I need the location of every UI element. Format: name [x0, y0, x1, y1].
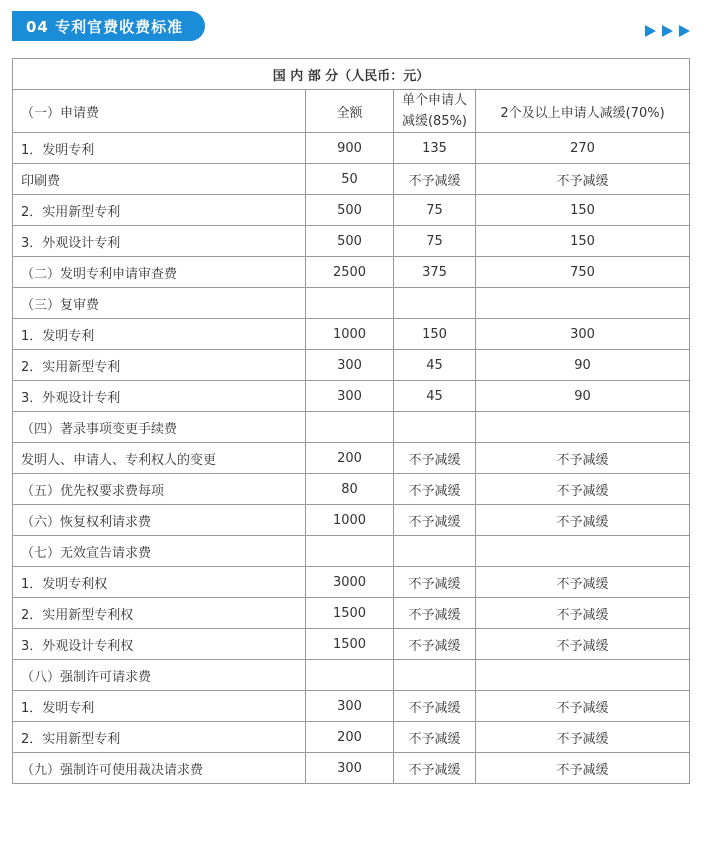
table-row	[13, 257, 690, 288]
multi-reduction-cell: 不予减缓	[476, 443, 690, 474]
full-amount-cell: 900	[306, 133, 394, 164]
table-title-row	[13, 59, 690, 90]
table-row	[13, 443, 690, 474]
full-amount-cell	[306, 412, 394, 443]
table-row	[13, 536, 690, 567]
multi-reduction-cell: 90	[476, 381, 690, 412]
multi-reduction-cell: 150	[476, 226, 690, 257]
full-amount-cell: 300	[306, 381, 394, 412]
full-amount-cell: 2500	[306, 257, 394, 288]
full-amount-cell: 50	[306, 164, 394, 195]
fee-item-cell: 2．实用新型专利	[13, 350, 306, 381]
single-reduction-cell: 45	[394, 350, 476, 381]
fee-item-cell: 3．外观设计专利权	[13, 629, 306, 660]
fee-item-cell: （三）复审费	[13, 288, 306, 319]
fee-item-cell: 1．发明专利	[13, 691, 306, 722]
fee-item-cell: （四）著录事项变更手续费	[13, 412, 306, 443]
table-title: 国 内 部 分（人民币：元）	[13, 59, 690, 90]
full-amount-cell: 3000	[306, 567, 394, 598]
arrow-right-icon	[679, 25, 690, 37]
table-row	[13, 567, 690, 598]
full-amount-cell	[306, 660, 394, 691]
fee-item-cell: （二）发明专利申请审查费	[13, 257, 306, 288]
arrow-right-icon	[662, 25, 673, 37]
table-row	[13, 660, 690, 691]
multi-reduction-cell: 不予减缓	[476, 722, 690, 753]
single-reduction-cell: 不予减缓	[394, 629, 476, 660]
table-row	[13, 629, 690, 660]
multi-reduction-cell: 不予减缓	[476, 598, 690, 629]
full-amount-cell	[306, 536, 394, 567]
multi-reduction-cell: 不予减缓	[476, 474, 690, 505]
single-reduction-cell: 75	[394, 195, 476, 226]
single-reduction-cell: 135	[394, 133, 476, 164]
table-row	[13, 412, 690, 443]
multi-reduction-cell: 不予减缓	[476, 691, 690, 722]
fee-table	[12, 58, 690, 784]
single-reduction-cell	[394, 412, 476, 443]
column-header-single: 单个申请人减缓(85%)	[394, 90, 476, 133]
table-row	[13, 505, 690, 536]
multi-reduction-cell: 不予减缓	[476, 567, 690, 598]
table-row	[13, 598, 690, 629]
full-amount-cell: 500	[306, 195, 394, 226]
multi-reduction-cell: 不予减缓	[476, 164, 690, 195]
single-reduction-cell: 375	[394, 257, 476, 288]
fee-item-cell: 1．发明专利	[13, 133, 306, 164]
fee-item-cell: （八）强制许可请求费	[13, 660, 306, 691]
more-arrows	[645, 25, 690, 37]
fee-item-cell: （九）强制许可使用裁决请求费	[13, 753, 306, 784]
multi-reduction-cell: 不予减缓	[476, 505, 690, 536]
column-header-multi: 2个及以上申请人减缓(70%)	[476, 90, 690, 133]
table-row	[13, 319, 690, 350]
multi-reduction-cell: 150	[476, 195, 690, 226]
full-amount-cell: 200	[306, 722, 394, 753]
single-reduction-cell	[394, 660, 476, 691]
fee-item-cell: 发明人、申请人、专利权人的变更	[13, 443, 306, 474]
single-reduction-cell: 不予减缓	[394, 505, 476, 536]
multi-reduction-cell: 90	[476, 350, 690, 381]
table-row	[13, 381, 690, 412]
arrow-right-icon	[645, 25, 656, 37]
fee-item-cell: （六）恢复权利请求费	[13, 505, 306, 536]
section-header	[12, 11, 205, 41]
single-reduction-cell: 不予减缓	[394, 753, 476, 784]
single-reduction-cell: 不予减缓	[394, 443, 476, 474]
single-reduction-cell: 不予减缓	[394, 164, 476, 195]
full-amount-cell: 300	[306, 350, 394, 381]
full-amount-cell: 300	[306, 691, 394, 722]
table-row	[13, 350, 690, 381]
column-header-full: 全额	[306, 90, 394, 133]
full-amount-cell: 1000	[306, 319, 394, 350]
single-reduction-cell	[394, 536, 476, 567]
multi-reduction-cell	[476, 660, 690, 691]
single-reduction-cell: 45	[394, 381, 476, 412]
full-amount-cell: 500	[306, 226, 394, 257]
single-reduction-cell: 不予减缓	[394, 691, 476, 722]
multi-reduction-cell	[476, 412, 690, 443]
fee-item-cell: 1．发明专利	[13, 319, 306, 350]
full-amount-cell: 1500	[306, 629, 394, 660]
single-reduction-cell: 不予减缓	[394, 722, 476, 753]
multi-reduction-cell: 300	[476, 319, 690, 350]
full-amount-cell: 80	[306, 474, 394, 505]
full-amount-cell: 300	[306, 753, 394, 784]
fee-item-cell: 3．外观设计专利	[13, 226, 306, 257]
fee-item-cell: 2．实用新型专利	[13, 722, 306, 753]
single-reduction-cell: 不予减缓	[394, 598, 476, 629]
table-row	[13, 753, 690, 784]
single-reduction-cell: 150	[394, 319, 476, 350]
table-row	[13, 691, 690, 722]
single-reduction-cell: 不予减缓	[394, 567, 476, 598]
fee-item-cell: 2．实用新型专利	[13, 195, 306, 226]
table-row	[13, 226, 690, 257]
table-row	[13, 195, 690, 226]
full-amount-cell: 200	[306, 443, 394, 474]
fee-item-cell: （五）优先权要求费每项	[13, 474, 306, 505]
fee-item-cell: 1．发明专利权	[13, 567, 306, 598]
multi-reduction-cell	[476, 536, 690, 567]
table-row	[13, 288, 690, 319]
fee-item-cell: 印刷费	[13, 164, 306, 195]
column-header-item: （一）申请费	[13, 90, 306, 133]
single-reduction-cell: 不予减缓	[394, 474, 476, 505]
multi-reduction-cell	[476, 288, 690, 319]
section-title: 04 专利官费收费标准	[26, 17, 184, 36]
multi-reduction-cell: 不予减缓	[476, 629, 690, 660]
multi-reduction-cell: 750	[476, 257, 690, 288]
table-row	[13, 133, 690, 164]
table-header-row	[13, 90, 690, 133]
single-reduction-cell: 75	[394, 226, 476, 257]
fee-item-cell: （七）无效宣告请求费	[13, 536, 306, 567]
single-reduction-cell	[394, 288, 476, 319]
fee-item-cell: 3．外观设计专利	[13, 381, 306, 412]
full-amount-cell: 1500	[306, 598, 394, 629]
multi-reduction-cell: 不予减缓	[476, 753, 690, 784]
table-row	[13, 164, 690, 195]
table-row	[13, 474, 690, 505]
table-row	[13, 722, 690, 753]
fee-item-cell: 2．实用新型专利权	[13, 598, 306, 629]
full-amount-cell	[306, 288, 394, 319]
full-amount-cell: 1000	[306, 505, 394, 536]
multi-reduction-cell: 270	[476, 133, 690, 164]
